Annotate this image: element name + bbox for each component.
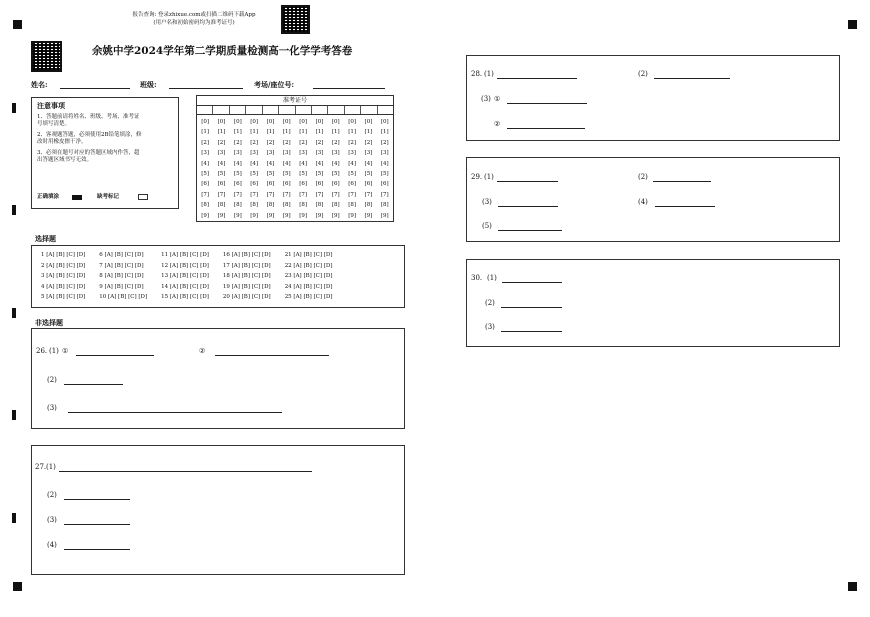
ticket-digit-bubble[interactable]: [3] [331, 150, 340, 157]
choice-question-row[interactable]: 22 [A] [B] [C] [D] [284, 262, 333, 269]
choice-question-row[interactable]: 3 [A] [B] [C] [D] [41, 273, 86, 280]
ticket-digit-bubble[interactable]: [2] [299, 139, 308, 146]
ticket-digit-bubble[interactable]: [3] [364, 150, 373, 157]
choice-question-row[interactable]: 13 [A] [B] [C] [D] [161, 273, 209, 280]
ticket-digit-bubble[interactable]: [8] [299, 202, 308, 209]
qr-code-icon [281, 5, 310, 34]
class-label: 班级: [140, 80, 157, 89]
ticket-digit-bubble[interactable]: [0] [380, 119, 389, 125]
ticket-digit-column[interactable] [230, 117, 246, 221]
ticket-digit-bubble[interactable]: [6] [380, 181, 389, 188]
ticket-digit-bubble[interactable]: [5] [217, 171, 226, 178]
absent-mark-checkbox[interactable] [138, 194, 148, 200]
timing-mark [12, 205, 16, 215]
corner-mark-top-right [848, 20, 857, 29]
choice-question-row[interactable]: 23 [A] [B] [C] [D] [284, 273, 333, 280]
q27-part1-label: (1) [46, 463, 56, 471]
ticket-digit-bubble[interactable]: [7] [331, 191, 340, 198]
ticket-digit-bubble[interactable]: [5] [299, 171, 308, 178]
choice-question-row[interactable]: 11 [A] [B] [C] [D] [161, 252, 209, 258]
ticket-digit-bubble[interactable]: [3] [217, 150, 226, 157]
ticket-digit-bubble[interactable]: [7] [364, 191, 373, 198]
ticket-digit-bubble[interactable]: [0] [201, 119, 210, 125]
choice-column [161, 250, 209, 303]
q27-box [31, 445, 405, 575]
ticket-digit-bubble[interactable]: [6] [315, 181, 324, 188]
ticket-digit-bubble[interactable]: [6] [348, 181, 357, 188]
ticket-digit-bubble[interactable]: [9] [364, 212, 373, 219]
ticket-digit-bubble[interactable]: [2] [201, 139, 210, 146]
ticket-digit-column[interactable] [344, 117, 360, 221]
choice-question-row[interactable]: 9 [A] [B] [C] [D] [99, 283, 144, 290]
ticket-digit-bubble[interactable]: [3] [380, 150, 389, 157]
ticket-digit-bubble[interactable]: [6] [201, 181, 210, 188]
q29-2-answer-line[interactable] [653, 173, 711, 182]
ticket-digit-bubble[interactable]: [1] [217, 129, 226, 136]
q28-circle2-label: ② [494, 120, 501, 128]
ticket-digit-bubble[interactable]: [2] [331, 139, 340, 146]
ticket-digit-bubble[interactable]: [1] [315, 129, 324, 136]
choice-question-row[interactable]: 21 [A] [B] [C] [D] [284, 252, 333, 258]
ticket-digit-bubble[interactable]: [4] [250, 160, 259, 167]
ticket-digit-bubble[interactable]: [7] [266, 191, 275, 198]
ticket-digit-column[interactable] [262, 117, 278, 221]
corner-mark-bottom-left [13, 582, 22, 591]
q26-circle2-label: ② [199, 347, 206, 355]
ticket-digit-bubble[interactable]: [8] [250, 202, 259, 209]
q28-part1-label: (1) [484, 70, 494, 78]
ticket-digit-bubble[interactable]: [1] [364, 129, 373, 136]
ticket-digit-bubble[interactable]: [2] [266, 139, 275, 146]
choice-question-row[interactable]: 18 [A] [B] [C] [D] [222, 273, 271, 280]
q29-part1-label: (1) [484, 173, 494, 181]
timing-mark [12, 308, 16, 318]
ticket-digit-column[interactable] [246, 117, 262, 221]
ticket-digit-bubble[interactable]: [9] [217, 212, 226, 219]
ticket-digit-bubble[interactable]: [8] [331, 202, 340, 209]
ticket-digit-bubble[interactable]: [6] [282, 181, 291, 188]
notice-line-2: (用户名和初始密码均为准考证号) [153, 20, 235, 26]
ticket-write-row[interactable] [197, 106, 393, 115]
ticket-digit-bubble[interactable]: [9] [331, 212, 340, 219]
ticket-digit-bubble[interactable]: [8] [364, 202, 373, 209]
q28-number: 28. [471, 70, 483, 78]
q27-4-answer-line[interactable] [64, 541, 130, 550]
q27-2-answer-line[interactable] [64, 491, 130, 500]
ticket-digit-bubble[interactable]: [7] [233, 191, 242, 198]
ticket-digit-column[interactable] [295, 117, 311, 221]
q26-1-1-answer-line[interactable] [76, 347, 154, 356]
ticket-digit-bubble[interactable]: [9] [315, 212, 324, 219]
choice-question-row[interactable]: 24 [A] [B] [C] [D] [284, 283, 333, 290]
ticket-digit-bubble[interactable]: [3] [201, 150, 210, 157]
q30-3-answer-line[interactable] [501, 323, 562, 332]
nonchoice-heading: 非选择题 [35, 318, 63, 327]
choice-column [223, 250, 271, 303]
ticket-digit-bubble[interactable]: [4] [201, 160, 210, 167]
ticket-digit-bubble[interactable]: [8] [380, 202, 389, 209]
ticket-digit-bubble[interactable]: [0] [250, 119, 259, 125]
choice-question-row[interactable]: 16 [A] [B] [C] [D] [222, 252, 271, 258]
ticket-digit-column[interactable] [311, 117, 327, 221]
choice-question-row[interactable]: 20 [A] [B] [C] [D] [222, 294, 271, 301]
q26-3-answer-line[interactable] [68, 404, 282, 413]
ticket-digit-bubble[interactable]: [6] [331, 181, 340, 188]
ticket-digit-bubble[interactable]: [9] [380, 212, 389, 219]
ticket-digit-bubble[interactable]: [0] [266, 119, 275, 125]
ticket-digit-bubble[interactable]: [1] [282, 129, 291, 136]
q29-3-answer-line[interactable] [498, 198, 558, 207]
ticket-digit-bubble[interactable]: [3] [299, 150, 308, 157]
ticket-digit-bubble[interactable]: [7] [380, 191, 389, 198]
ticket-digit-bubble[interactable]: [5] [348, 171, 357, 178]
notice-line-1: 报告查询: 登录zhixue.com或扫描二维码下载App [132, 12, 256, 18]
ticket-digit-bubble[interactable]: [6] [250, 181, 259, 188]
choice-question-row[interactable]: 6 [A] [B] [C] [D] [99, 252, 144, 258]
correct-fill-sample [72, 195, 82, 200]
corner-mark-bottom-right [848, 582, 857, 591]
ticket-digit-bubble[interactable]: [1] [250, 129, 259, 136]
ticket-digit-bubble[interactable]: [2] [282, 139, 291, 146]
q30-part3-label: (3) [485, 323, 495, 331]
q27-part3-label: (3) [47, 516, 57, 524]
ticket-digit-bubble[interactable]: [3] [266, 150, 275, 157]
q27-number: 27. [35, 463, 47, 471]
choice-question-row[interactable]: 14 [A] [B] [C] [D] [161, 283, 209, 290]
ticket-digit-bubble[interactable]: [5] [266, 171, 275, 178]
ticket-digit-bubble[interactable]: [2] [348, 139, 357, 146]
ticket-digit-bubble[interactable]: [5] [364, 171, 373, 178]
choice-question-row[interactable]: 12 [A] [B] [C] [D] [161, 262, 209, 269]
q29-4-answer-line[interactable] [655, 198, 715, 207]
ticket-digit-bubble[interactable]: [1] [233, 129, 242, 136]
ticket-digit-bubble[interactable]: [3] [348, 150, 357, 157]
ticket-digit-bubble[interactable]: [8] [266, 202, 275, 209]
ticket-number-grid [196, 95, 394, 222]
choice-question-row[interactable]: 8 [A] [B] [C] [D] [99, 273, 144, 280]
name-field[interactable] [60, 80, 130, 89]
ticket-digit-bubble[interactable]: [9] [250, 212, 259, 219]
ticket-digit-bubble[interactable]: [0] [233, 119, 242, 125]
q29-part5-label: (5) [482, 222, 492, 230]
choice-question-row[interactable]: 7 [A] [B] [C] [D] [99, 262, 144, 269]
notes-item-3: 3、必须在题号对应的答题区域内作答，超出答题区域书写无效。 [37, 150, 140, 163]
q26-part2-label: (2) [47, 376, 57, 384]
ticket-digit-bubble[interactable]: [9] [266, 212, 275, 219]
q29-part4-label: (4) [638, 198, 648, 206]
ticket-digit-bubble[interactable]: [0] [348, 119, 357, 125]
q30-part2-label: (2) [485, 299, 495, 307]
ticket-digit-bubble[interactable]: [0] [315, 119, 324, 125]
q28-part3-label: (3) [481, 95, 491, 103]
ticket-digit-bubble[interactable]: [2] [217, 139, 226, 146]
q26-box [31, 328, 405, 429]
ticket-digit-bubble[interactable]: [9] [233, 212, 242, 219]
ticket-digit-column[interactable] [377, 117, 393, 221]
ticket-digit-bubble[interactable]: [1] [201, 129, 210, 136]
q28-circle1-label: ① [494, 95, 501, 103]
ticket-digit-columns[interactable] [197, 115, 393, 221]
q27-part4-label: (4) [47, 541, 57, 549]
q29-number: 29. [471, 173, 483, 181]
q28-2-answer-line[interactable] [654, 70, 730, 79]
absent-mark-label: 缺考标记 [97, 194, 120, 200]
ticket-digit-bubble[interactable]: [5] [282, 171, 291, 178]
ticket-digit-bubble[interactable]: [6] [217, 181, 226, 188]
q26-2-answer-line[interactable] [64, 376, 123, 385]
ticket-digit-bubble[interactable]: [5] [331, 171, 340, 178]
ticket-digit-bubble[interactable]: [3] [233, 150, 242, 157]
ticket-digit-bubble[interactable]: [4] [315, 160, 324, 167]
ticket-digit-bubble[interactable]: [7] [201, 191, 210, 198]
ticket-digit-bubble[interactable]: [6] [299, 181, 308, 188]
q26-circle1-label: ① [62, 347, 69, 355]
ticket-digit-bubble[interactable]: [2] [250, 139, 259, 146]
q26-part1-label: (1) [49, 347, 59, 355]
q26-1-2-answer-line[interactable] [215, 347, 329, 356]
seat-field[interactable] [313, 80, 385, 89]
notes-heading: 注意事项 [37, 101, 65, 110]
ticket-digit-bubble[interactable]: [9] [348, 212, 357, 219]
choice-question-row[interactable]: 1 [A] [B] [C] [D] [41, 252, 86, 258]
ticket-digit-column[interactable] [213, 117, 229, 221]
q27-part2-label: (2) [47, 491, 57, 499]
seat-label: 考场/座位号: [254, 80, 295, 89]
ticket-digit-bubble[interactable]: [5] [233, 171, 242, 178]
choice-question-row[interactable]: 5 [A] [B] [C] [D] [41, 294, 86, 301]
ticket-digit-bubble[interactable]: [4] [217, 160, 226, 167]
choice-question-row[interactable]: 17 [A] [B] [C] [D] [222, 262, 271, 269]
ticket-digit-bubble[interactable]: [9] [282, 212, 291, 219]
ticket-heading: 准考证号 [197, 96, 393, 106]
ticket-digit-bubble[interactable]: [1] [331, 129, 340, 136]
ticket-digit-bubble[interactable]: [4] [380, 160, 389, 167]
choice-question-row[interactable]: 10 [A] [B] [C] [D] [99, 294, 148, 301]
ticket-digit-bubble[interactable]: [7] [348, 191, 357, 198]
choice-question-row[interactable]: 25 [A] [B] [C] [D] [284, 294, 333, 301]
ticket-digit-bubble[interactable]: [3] [315, 150, 324, 157]
q29-part2-label: (2) [638, 173, 648, 181]
q28-box [466, 55, 840, 141]
ticket-digit-column[interactable] [328, 117, 344, 221]
ticket-digit-bubble[interactable]: [6] [233, 181, 242, 188]
ticket-digit-bubble[interactable]: [9] [201, 212, 210, 219]
q28-1-answer-line[interactable] [497, 70, 577, 79]
corner-mark-top-left [13, 20, 22, 29]
q29-part3-label: (3) [482, 198, 492, 206]
q30-number: 30. [471, 274, 483, 282]
ticket-digit-bubble[interactable]: [7] [299, 191, 308, 198]
ticket-digit-bubble[interactable]: [2] [364, 139, 373, 146]
ticket-digit-bubble[interactable]: [4] [282, 160, 291, 167]
ticket-digit-bubble[interactable]: [9] [299, 212, 308, 219]
ticket-digit-bubble[interactable]: [3] [282, 150, 291, 157]
ticket-digit-bubble[interactable]: [4] [331, 160, 340, 167]
correct-fill-label: 正确填涂 [37, 194, 60, 200]
q30-box [466, 259, 840, 347]
q29-5-answer-line[interactable] [498, 222, 562, 231]
choice-question-row[interactable]: 15 [A] [B] [C] [D] [161, 294, 209, 301]
ticket-digit-column[interactable] [360, 117, 376, 221]
ticket-digit-bubble[interactable]: [5] [201, 171, 210, 178]
ticket-digit-column[interactable] [197, 117, 213, 221]
choice-column [285, 250, 333, 303]
ticket-digit-bubble[interactable]: [1] [348, 129, 357, 136]
choice-box [31, 245, 405, 308]
ticket-digit-bubble[interactable]: [8] [282, 202, 291, 209]
choice-question-row[interactable]: 4 [A] [B] [C] [D] [41, 283, 86, 290]
ticket-digit-bubble[interactable]: [4] [233, 160, 242, 167]
ticket-digit-bubble[interactable]: [4] [299, 160, 308, 167]
ticket-digit-bubble[interactable]: [4] [266, 160, 275, 167]
ticket-digit-bubble[interactable]: [8] [348, 202, 357, 209]
ticket-digit-bubble[interactable]: [7] [282, 191, 291, 198]
q29-1-answer-line[interactable] [497, 173, 558, 182]
ticket-digit-bubble[interactable]: [0] [331, 119, 340, 125]
timing-mark [12, 103, 16, 113]
ticket-digit-bubble[interactable]: [1] [299, 129, 308, 136]
ticket-digit-bubble[interactable]: [7] [250, 191, 259, 198]
choice-column [41, 250, 85, 303]
ticket-digit-bubble[interactable]: [2] [233, 139, 242, 146]
q26-part3-label: (3) [47, 404, 57, 412]
ticket-digit-bubble[interactable]: [7] [217, 191, 226, 198]
notes-box [31, 97, 179, 209]
ticket-digit-bubble[interactable]: [0] [299, 119, 308, 125]
q28-part2-label: (2) [638, 70, 648, 78]
ticket-digit-bubble[interactable]: [8] [201, 202, 210, 209]
choice-question-row[interactable]: 19 [A] [B] [C] [D] [222, 283, 271, 290]
ticket-digit-bubble[interactable]: [4] [364, 160, 373, 167]
ticket-digit-bubble[interactable]: [0] [364, 119, 373, 125]
name-label: 姓名: [31, 80, 48, 89]
ticket-digit-bubble[interactable]: [8] [233, 202, 242, 209]
ticket-digit-bubble[interactable]: [2] [380, 139, 389, 146]
q30-1-answer-line[interactable] [502, 274, 562, 283]
q26-number: 26. [36, 347, 48, 355]
choice-heading: 选择题 [35, 234, 56, 243]
q28-3-2-answer-line[interactable] [507, 120, 585, 129]
class-field[interactable] [169, 80, 243, 89]
q27-1-answer-line[interactable] [59, 463, 312, 472]
q28-3-1-answer-line[interactable] [507, 95, 587, 104]
page-title: 余姚中学2024学年第二学期质量检测高一化学学考答卷 [92, 45, 353, 57]
ticket-digit-bubble[interactable]: [1] [266, 129, 275, 136]
timing-mark [12, 513, 16, 523]
q27-3-answer-line[interactable] [64, 516, 130, 525]
ticket-digit-bubble[interactable]: [6] [266, 181, 275, 188]
ticket-digit-bubble[interactable]: [5] [250, 171, 259, 178]
ticket-digit-bubble[interactable]: [2] [315, 139, 324, 146]
qr-code-icon [31, 41, 62, 72]
ticket-digit-bubble[interactable]: [1] [380, 129, 389, 136]
q30-part1-label: (1) [487, 274, 497, 282]
ticket-digit-bubble[interactable]: [7] [315, 191, 324, 198]
ticket-digit-column[interactable] [279, 117, 295, 221]
choice-question-row[interactable]: 2 [A] [B] [C] [D] [41, 262, 86, 269]
ticket-digit-bubble[interactable]: [0] [217, 119, 226, 125]
ticket-digit-bubble[interactable]: [8] [315, 202, 324, 209]
ticket-digit-bubble[interactable]: [5] [380, 171, 389, 178]
notes-item-1: 1、答题前请将姓名、班级、考场、准考证号填写清楚。 [37, 114, 140, 127]
q29-box [466, 157, 840, 242]
notes-item-2: 2、客观题答题，必须使用2B铅笔填涂，修改时用橡皮擦干净。 [37, 132, 142, 145]
timing-mark [12, 410, 16, 420]
choice-column [99, 250, 147, 303]
ticket-digit-bubble[interactable]: [0] [282, 119, 291, 125]
q30-2-answer-line[interactable] [501, 299, 562, 308]
ticket-digit-bubble[interactable]: [8] [217, 202, 226, 209]
ticket-digit-bubble[interactable]: [3] [250, 150, 259, 157]
ticket-digit-bubble[interactable]: [4] [348, 160, 357, 167]
ticket-digit-bubble[interactable]: [6] [364, 181, 373, 188]
ticket-digit-bubble[interactable]: [5] [315, 171, 324, 178]
